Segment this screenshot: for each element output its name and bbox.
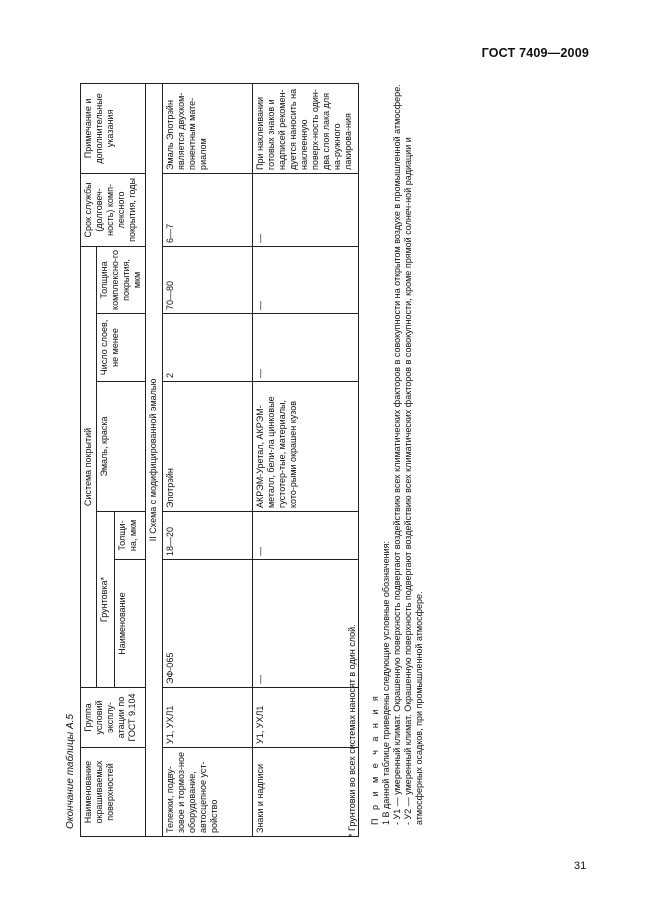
cell-notes: При наклеивании готовых знаков и надписей рекомен-дуется наносить на наклеенную поверх-ность один-два слоя лака для на-ружного лакирова-ния [253, 83, 359, 173]
header-primer: Грунтовка* [97, 512, 115, 688]
header-surface: Наименование окрашиваемых поверхностей [81, 748, 146, 837]
note-item: - У1 — умеренный климат. Окрашенную поверхность подвергают воздействию всех климатических факторов в совокупности на открытом воздухе в промышленной атмосфере. [392, 84, 402, 825]
header-total-thickness: Толщина комплексно-го покрытия, мкм [97, 246, 146, 313]
header-enamel: Эмаль, краска [97, 382, 146, 512]
cell-total-thickness: — [253, 246, 359, 313]
section-title: II Схема с модифицированной эмалью [146, 83, 163, 836]
header-layers: Число слоев, не менее [97, 314, 146, 382]
cell-service: 6—7 [163, 173, 253, 246]
cell-layers: — [253, 314, 359, 382]
table-notes [347, 84, 425, 837]
cell-primer-name: ЭФ-065 [163, 560, 253, 688]
rotated-table-frame [62, 84, 424, 837]
cell-group: У1, УХЛ1 [253, 688, 359, 748]
cell-service: — [253, 173, 359, 246]
footnote: * Грунтовки во всех системах наносят в один слой. [347, 624, 357, 837]
cell-enamel: АКРЭМ-Уретал, АКРЭМ-металл, бели-ла цинковые густотер-тые, материалы, кото-рыми окрашен кузов [253, 382, 359, 512]
table-row [163, 83, 253, 836]
table-continuation-title: Окончание таблицы А.5 [65, 714, 76, 829]
standard-code: ГОСТ 7409—2009 [481, 46, 589, 60]
header-group: Группа условий эксплу-атации по ГОСТ 9.104 [81, 688, 146, 748]
notes-title: П р и м е ч а н и я [370, 693, 380, 825]
cell-primer-thickness: — [253, 512, 359, 560]
cell-primer-name: — [253, 560, 359, 688]
header-primer-name: Наименование [114, 560, 145, 688]
page-number: 31 [574, 860, 587, 872]
note-item: 1 В данной таблице приведены следующие условные обозначения: [381, 541, 391, 825]
cell-group: У1, УХЛ1 [163, 688, 253, 748]
cell-layers: 2 [163, 314, 253, 382]
cell-enamel: Эпотрэйн [163, 382, 253, 512]
note-item: - У2 — умеренный климат. Окрашенную поверхность подвергают воздействию всех климатических факторов в совокупности, кроме прямой солнеч-ной радиации и атмосферных осадков, при промышленной атмосфере. [403, 137, 424, 825]
cell-surface: Тележки, подву-зовое и тормоз-ное оборудование, автосцепное уст-ройство [163, 748, 253, 837]
table-row [253, 83, 359, 836]
cell-total-thickness: 70—80 [163, 246, 253, 313]
cell-surface: Знаки и надписи [253, 748, 359, 837]
header-primer-thickness: Толщи-на, мкм [114, 512, 145, 560]
header-service: Срок службы (долговеч-ность) комп-лексного покрытия, годы [81, 173, 146, 246]
coating-systems-table [80, 83, 359, 837]
cell-notes: Эмаль Эпотрэйн является двухком-понентным мате-риалом [163, 83, 253, 173]
cell-primer-thickness: 18—20 [163, 512, 253, 560]
header-system: Система покрытий [81, 246, 97, 687]
header-notes: Примечание и дополнительные указания [81, 83, 146, 173]
